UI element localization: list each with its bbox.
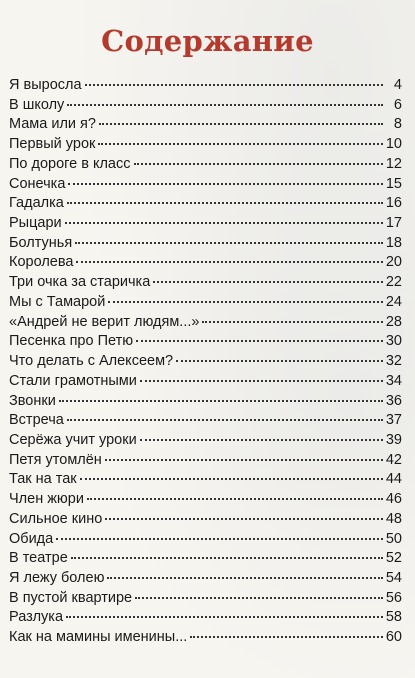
dot-leader [140, 379, 383, 382]
toc-entry [9, 608, 402, 628]
dot-leader [105, 517, 383, 520]
toc-entry-title: Обида [9, 530, 54, 547]
dot-leader [65, 221, 383, 224]
toc-entry-page-number: 18 [385, 234, 402, 251]
toc-entry-page-number: 15 [385, 175, 402, 192]
dot-leader [67, 103, 383, 106]
toc-entry-page-number: 56 [385, 589, 402, 606]
toc-entry [9, 253, 402, 273]
toc-entry-page-number: 46 [385, 491, 402, 508]
toc-entry [9, 372, 402, 392]
page-title: Содержание [101, 24, 314, 59]
toc-entry [9, 510, 402, 530]
toc-entry-title: Член жюри [9, 491, 84, 508]
toc-entry-title: По дороге в класс [9, 155, 131, 172]
toc-entry-page-number: 6 [393, 96, 402, 113]
toc-entry-title: Сонечка [9, 175, 66, 192]
toc-entry [9, 135, 402, 155]
toc-entry-title: В школу [9, 96, 65, 113]
toc-entry-title: Мы с Тамарой [9, 293, 106, 310]
toc-entry-title: Мама или я? [9, 116, 96, 133]
toc-entry [9, 470, 402, 490]
dot-leader [67, 201, 383, 204]
dot-leader [76, 260, 382, 263]
toc-entry-page-number: 34 [385, 372, 402, 389]
toc-entry [9, 155, 402, 175]
toc-entry-title: Сильное кино [9, 510, 103, 527]
dot-leader [87, 497, 383, 500]
dot-leader [75, 241, 383, 244]
toc-entry-title: Так на так [9, 471, 77, 488]
toc-entry-page-number: 50 [385, 530, 402, 547]
toc-entry [9, 569, 402, 589]
toc-entry-page-number: 52 [385, 550, 402, 567]
dot-leader [153, 280, 383, 283]
dot-leader [66, 615, 383, 618]
toc-entry-page-number: 24 [385, 293, 402, 310]
toc-entry [9, 628, 402, 648]
toc-entry-title: Как на мамины именины... [9, 629, 188, 646]
toc-entry-page-number: 16 [385, 195, 402, 212]
dot-leader [107, 576, 382, 579]
toc-entry-title: Три очка за старичка [9, 274, 151, 291]
toc-entry-page-number: 28 [385, 313, 402, 330]
toc-entry-title: Встреча [9, 412, 64, 429]
toc-entry [9, 490, 402, 510]
dot-leader [140, 438, 383, 441]
dot-leader [135, 596, 383, 599]
toc-entry [9, 293, 402, 313]
toc-entry [9, 234, 402, 254]
toc-entry-title: Первый урок [9, 136, 96, 153]
dot-leader [176, 359, 383, 362]
toc-entry-title: Я лежу болею [9, 569, 105, 586]
toc-entry [9, 392, 402, 412]
toc-entry-page-number: 39 [385, 431, 402, 448]
toc-entry-title: Серёжа учит уроки [9, 431, 137, 448]
toc-entry-title: В пустой квартире [9, 589, 133, 606]
toc-entry [9, 273, 402, 293]
toc-entry [9, 115, 402, 135]
dot-leader [59, 399, 383, 402]
toc-entry-title: Стали грамотными [9, 372, 137, 389]
toc-entry [9, 352, 402, 372]
toc-entry-title: В театре [9, 550, 68, 567]
toc-entry-title: Гадалка [9, 195, 64, 212]
toc-entry-page-number: 22 [385, 274, 402, 291]
dot-leader [98, 142, 382, 145]
toc-entry-page-number: 42 [385, 451, 402, 468]
toc-entry-title: «Андрей не верит людям...» [9, 313, 200, 330]
toc-entry-page-number: 44 [385, 471, 402, 488]
toc-entry-title: Что делать с Алексеем? [9, 353, 174, 370]
toc-entry [9, 549, 402, 569]
toc-entry-page-number: 4 [393, 77, 402, 93]
dot-leader [68, 182, 382, 185]
dot-leader [67, 418, 383, 421]
toc-entry [9, 175, 402, 195]
toc-entry [9, 332, 402, 352]
toc-entry [9, 96, 402, 116]
dot-leader [136, 339, 383, 342]
toc-entry-page-number: 17 [385, 215, 402, 232]
dot-leader [99, 122, 383, 125]
toc-entry-page-number: 60 [385, 629, 402, 646]
toc-entry-page-number: 8 [393, 116, 402, 133]
toc-entry-page-number: 37 [385, 412, 402, 429]
toc-entry-page-number: 10 [385, 136, 402, 153]
dot-leader [108, 300, 383, 303]
toc-entry-page-number: 58 [385, 609, 402, 626]
toc-entry [9, 313, 402, 333]
toc-entry-title: Песенка про Петю [9, 333, 134, 350]
toc-entry-page-number: 36 [385, 392, 402, 409]
toc-entry [9, 589, 402, 609]
toc-entry [9, 214, 402, 234]
toc-entry-page-number: 12 [385, 155, 402, 172]
dot-leader [190, 635, 383, 638]
toc-entry [9, 76, 402, 96]
dot-leader [71, 556, 383, 559]
toc-entry [9, 431, 402, 451]
toc-entry-page-number: 20 [385, 254, 402, 271]
toc-entry-title: Звонки [9, 392, 56, 409]
dot-leader [105, 458, 383, 461]
table-of-contents [9, 76, 402, 648]
dot-leader [134, 162, 383, 165]
toc-entry-page-number: 30 [385, 333, 402, 350]
dot-leader [80, 477, 383, 480]
toc-entry-title: Болтунья [9, 234, 73, 251]
dot-leader [85, 83, 383, 86]
dot-leader [202, 320, 382, 323]
toc-entry-page-number: 48 [385, 510, 402, 527]
toc-entry-title: Королева [9, 254, 74, 271]
toc-entry-title: Я выросла [9, 77, 82, 93]
toc-entry [9, 411, 402, 431]
toc-entry [9, 451, 402, 471]
toc-entry-title: Разлука [9, 609, 64, 626]
toc-entry-title: Петя утомлён [9, 451, 102, 468]
toc-entry [9, 194, 402, 214]
dot-leader [56, 537, 383, 540]
toc-entry-page-number: 32 [385, 353, 402, 370]
toc-entry-page-number: 54 [385, 569, 402, 586]
toc-entry-title: Рыцари [9, 215, 62, 232]
toc-entry [9, 530, 402, 550]
